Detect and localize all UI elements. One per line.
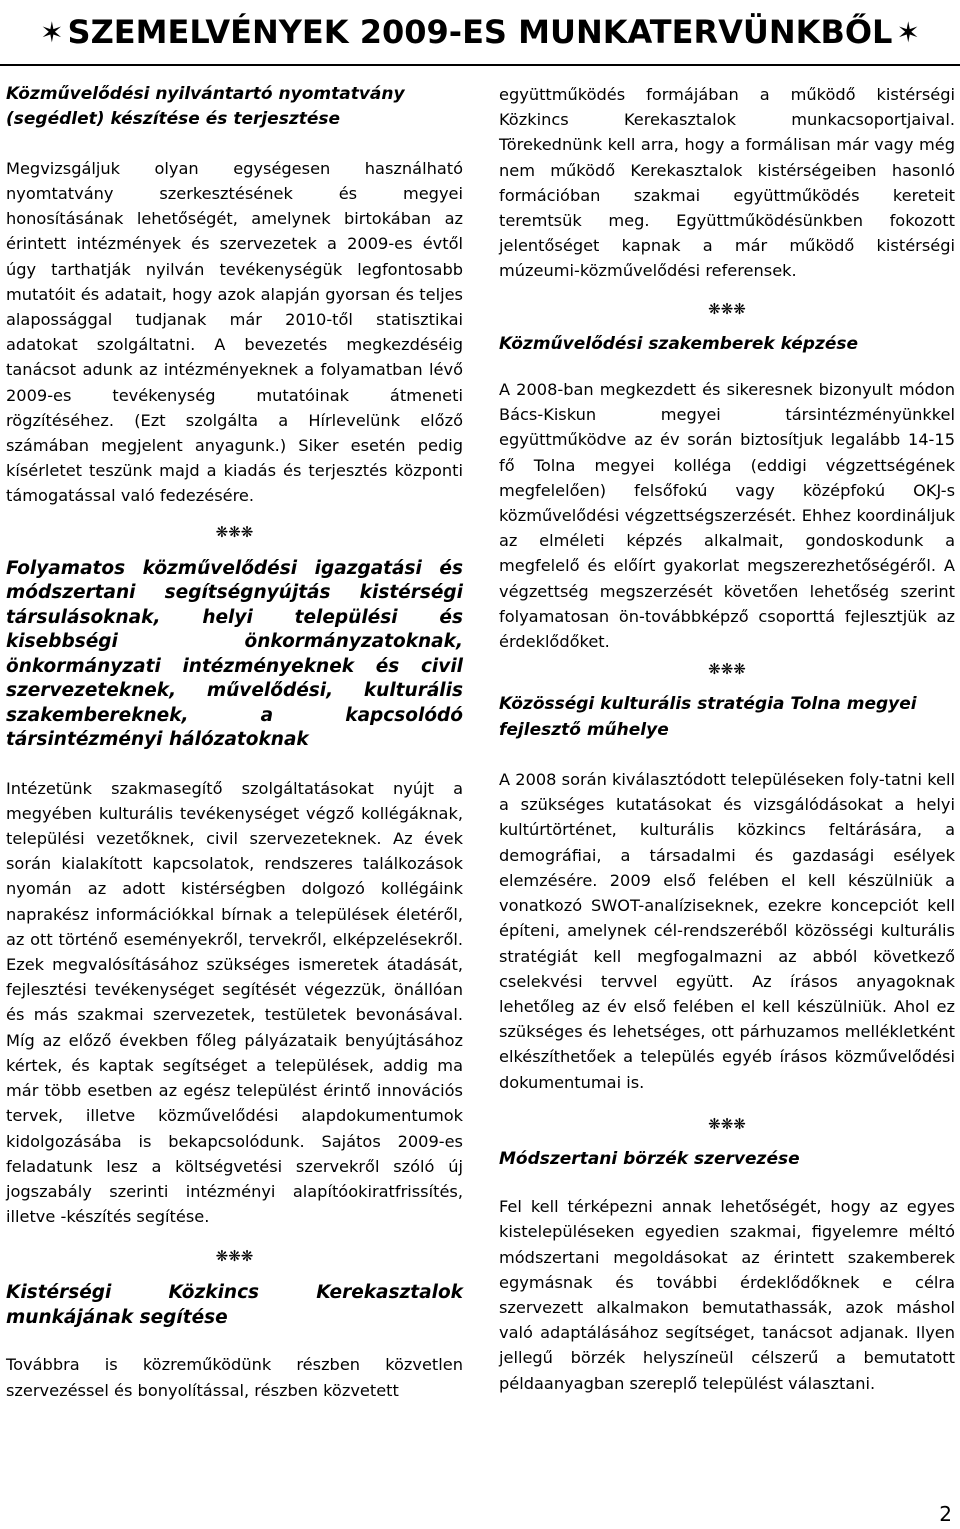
paragraph: együttműködés formájában a működő kistérségi Közkincs Kerekasztalok munkacsoportjaival. Törekednünk kell arra, hogy a formálisan már vagy még nem működő Kerekasztalok kistérségeiben hasonló formációban szakmai együttműködés kereteit teremtsük meg. Együttműködésünkben fokozott jelentőséget kapnak a már működő kistérségi múzeumi-közművelődési referensek. [499, 85, 955, 281]
star-icon: ✶ [40, 15, 64, 49]
paragraph: Fel kell térképezni annak lehetőségét, hogy az egyes kistelepüléseken egyedien szakmai, figyelemre méltó módszertani megoldásokat az érintett szakemberek egymásnak és további érdeklődőknek e célra szervezett alkalmakon bemutathassák, azok máshol való adaptálásához segítséget, tanácsot adjanak. Ilyen jellegű börzék helyszíneül célszerű a bemutatott példaanyagban szereplő települést választani. [499, 1197, 955, 1393]
header-title: SZEMELVÉNYEK 2009-ES MUNKATERVÜNKBŐL [67, 13, 893, 51]
section-heading: Kistérségi Közkincs Kerekasztalok munkájának segítése [6, 1282, 463, 1328]
section-heading: Folyamatos közművelődési igazgatási és módszertani segítségnyújtás kistérségi társulásoknak, helyi települési és kisebbségi önkormányzatoknak, önkormányzati intézményeknek és civil szervezeteknek, művelődési, kulturális szakembereknek, a kapcsolódó társintézményi hálózatoknak [6, 557, 463, 751]
page-header [0, 0, 960, 66]
paragraph: Továbbra is közreműködünk részben közvetlen szervezéssel és bonyolítással, részben közvetett [6, 1355, 463, 1400]
section-separator: ❋❋❋ [708, 660, 746, 679]
left-column [6, 82, 463, 1403]
page-number: 2 [939, 1502, 952, 1526]
paragraph: A 2008-ban megkezdett és sikeresnek bizonyult módon Bács-Kiskun megyei társintézményünkkel együttműködve az év során biztosítjuk legalább 14-15 fő Tolna megyei kolléga (eddigi végzettségének megfelelően) felsőfokú vagy középfokú OKJ-s közművelődési végzettségszerzését. Ehhez koordináljuk az elméleti képzés alkalmait, gondoskodunk a megfelelő és előírt gyakorlat megszerezhetőségéről. A végzettség megszerzését követően lehetőség szerint folyamatosan ön-továbbképző csoporttá fejlesztjük az érdeklődőket. [499, 380, 955, 652]
section-separator: ❋❋❋ [215, 522, 254, 541]
section-heading: Közművelődési szakemberek képzése [499, 333, 859, 354]
section-heading: Módszertani börzék szervezése [499, 1148, 800, 1169]
section-separator: ❋❋❋ [215, 1247, 254, 1266]
section-heading: Közösségi kulturális stratégia Tolna megyei fejlesztő műhelye [499, 694, 917, 740]
paragraph: A 2008 során kiválasztódott településeken foly-tatni kell a szükséges kutatásokat és vizsgálódásokat a helyi kultúrtörténet, kulturális közkincs feltárására, a demográfiai, a társadalmi és gazdasági esélyek elemzésére. 2009 első felében el kell készülniük a vonatkozó SWOT-analíziseknek, ezekre koncepciót kell építeni, amelynek cél-rendszeréből közösségi kulturális stratégiát kell megfogalmazni az abból következő cselekvési tervvel együtt. Az írásos anyagoknak lehetőleg az év első felében el kell készülniük. Ahol ez szükséges és lehetséges, ott párhuzamos mellékletként elkészíthetőek a település egyéb írásos közművelődési dokumentumai is. [499, 770, 955, 1092]
section-separator: ❋❋❋ [708, 1114, 746, 1133]
right-column [499, 82, 955, 1396]
star-icon: ✶ [896, 15, 920, 49]
section-heading: Közművelődési nyilvántartó nyomtatvány (segédlet) készítése és terjesztése [6, 84, 405, 130]
paragraph: Megvizsgáljuk olyan egységesen használható nyomtatvány szerkesztésének és megyei honosításának lehetőségét, amelynek birtokában az érintett intézmények és szervezetek a 2009-es évtől úgy tarthatják nyilván tevékenységük legfontosabb mutatóit és adatait, hogy azok alapján gyorsan és teljes alapossággal tudjanak már 2010-től statisztikai adatokat szolgáltatni. A bevezetés megkezdéséig tanácsot adunk az intézményeknek a folyamatban lévő 2009-es tevékenység mutatóinak átmeneti rögzítéséhez. (Ezt szolgálta a Hírlevelünk előző számában megjelent anyagunk.) Siker esetén pedig kísérletet teszünk majd a kiadás és terjesztés központi támogatással való fedezésére. [6, 158, 463, 506]
section-separator: ❋❋❋ [708, 299, 746, 318]
paragraph: Intézetünk szakmasegítő szolgáltatásokat nyújt a megyében kulturális tevékenységet végző kollégáknak, települési vezetőknek, civil szervezeteknek. Az évek során kialakított kapcsolatok, rendszeres találkozások nyomán az adott kistérségben dolgozó kollégáink naprakész információkkal bírnak a települések életéről, az ott történő eseményekről, tervekről, elképzelésekről. Ezek megvalósításához szükséges ismeretek átadását, fejlesztési tevékenységet segítését végezzük, önállóan és más szakmai szervezetek, testületek bevonásával. Míg az előző években főleg pályázataik benyújtásához kértek, és kaptak segítséget a települések, addig ma már több esetben az egész települést érintő innovációs tervek, illetve közművelődési alapdokumentumok kidolgozásába is bekapcsolódunk. Sajátos 2009-es feladatunk lesz a költségvetési szervekről szóló új jogszabály szerinti intézményi alapítóokiratfrissítés, illetve -készítés segítése. [6, 778, 463, 1227]
